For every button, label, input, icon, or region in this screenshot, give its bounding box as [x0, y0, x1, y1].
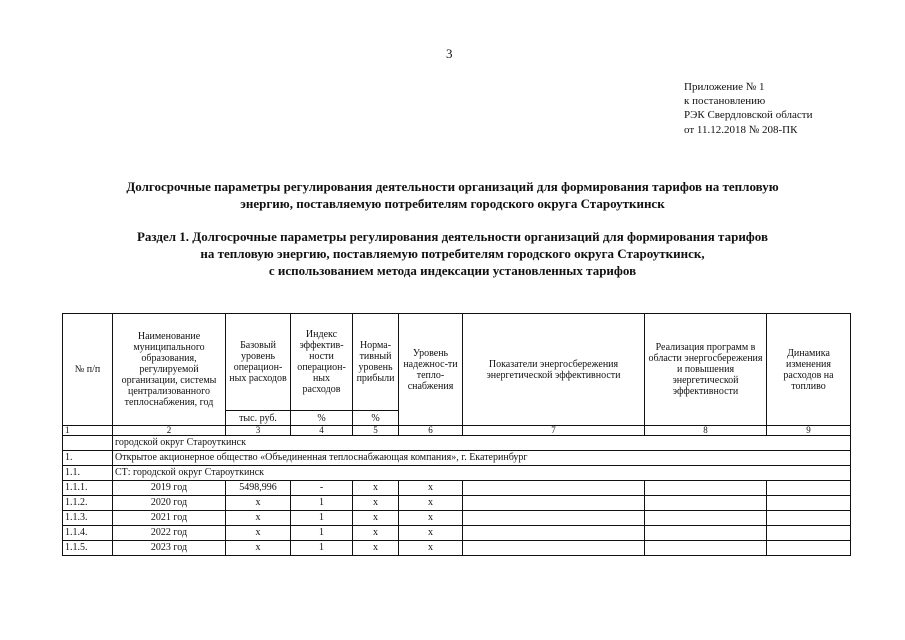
row-base-costs: x — [226, 496, 291, 511]
row-profit-level: x — [353, 511, 399, 526]
column-number: 5 — [353, 426, 399, 436]
row-reliability: x — [399, 526, 463, 541]
row-base-costs: 5498,996 — [226, 481, 291, 496]
section-title — [40, 228, 865, 279]
column-number: 9 — [767, 426, 851, 436]
row-program-implementation — [645, 481, 767, 496]
table-row — [63, 496, 851, 511]
header-number: № п/п — [63, 314, 113, 426]
column-number: 1 — [63, 426, 113, 436]
row-energy-saving — [463, 481, 645, 496]
row-reliability: x — [399, 541, 463, 556]
region-name: городской округ Староуткинск — [113, 436, 851, 451]
row-number: 1. — [63, 451, 113, 466]
header-name: Наименование муниципального образования, регулируемой организации, системы централизованного теплоснабжения, год — [113, 314, 226, 426]
unit-label: тыс. руб. — [226, 411, 291, 426]
row-efficiency-index: 1 — [291, 541, 353, 556]
row-energy-saving — [463, 496, 645, 511]
row-year: 2022 год — [113, 526, 226, 541]
header-efficiency-index: Индекс эффектив-ности операцион-ных расходов — [291, 314, 353, 411]
row-energy-saving — [463, 526, 645, 541]
document-title — [40, 178, 865, 212]
row-profit-level: x — [353, 496, 399, 511]
table-row — [63, 481, 851, 496]
row-fuel-dynamics — [767, 526, 851, 541]
column-number: 8 — [645, 426, 767, 436]
table-row — [63, 526, 851, 541]
appendix-line: Приложение № 1 — [684, 81, 765, 93]
row-number: 1.1.2. — [63, 496, 113, 511]
row-profit-level: x — [353, 481, 399, 496]
row-year: 2020 год — [113, 496, 226, 511]
row-number: 1.1. — [63, 466, 113, 481]
row-reliability: x — [399, 481, 463, 496]
row-year: 2021 год — [113, 511, 226, 526]
row-year: 2019 год — [113, 481, 226, 496]
row-energy-saving — [463, 511, 645, 526]
document-title-line: Долгосрочные параметры регулирования деятельности организаций для формирования тарифов на тепловую — [126, 179, 779, 194]
organization-row — [63, 451, 851, 466]
column-number: 4 — [291, 426, 353, 436]
row-efficiency-index: 1 — [291, 496, 353, 511]
row-year: 2023 год — [113, 541, 226, 556]
organization-name: Открытое акционерное общество «Объединенная теплоснабжающая компания», г. Екатеринбург — [113, 451, 851, 466]
row-program-implementation — [645, 541, 767, 556]
header-profit-level: Норма-тивный уровень прибыли — [353, 314, 399, 411]
column-number: 7 — [463, 426, 645, 436]
appendix-line: к постановлению — [684, 95, 766, 108]
row-fuel-dynamics — [767, 496, 851, 511]
document-title-line: энергию, поставляемую потребителям городского округа Староуткинск — [240, 196, 665, 211]
header-program-implementation: Реализация программ в области энергосбережения и повышения энергетической эффективности — [645, 314, 767, 426]
row-base-costs: x — [226, 511, 291, 526]
row-efficiency-index: 1 — [291, 526, 353, 541]
unit-label: % — [353, 411, 399, 426]
row-program-implementation — [645, 511, 767, 526]
row-base-costs: x — [226, 541, 291, 556]
appendix-line: от 11.12.2018 № 208-ПК — [684, 123, 798, 136]
parameters-table — [62, 313, 851, 556]
row-program-implementation — [645, 526, 767, 541]
row-number: 1.1.3. — [63, 511, 113, 526]
row-profit-level: x — [353, 541, 399, 556]
region-number — [63, 436, 113, 451]
column-number: 6 — [399, 426, 463, 436]
column-number: 2 — [113, 426, 226, 436]
unit-label: % — [291, 411, 353, 426]
appendix-line: РЭК Свердловской области — [684, 109, 813, 122]
appendix-block — [684, 80, 812, 137]
row-number: 1.1.4. — [63, 526, 113, 541]
row-profit-level: x — [353, 526, 399, 541]
table-row — [63, 511, 851, 526]
column-number-row — [63, 426, 851, 436]
row-base-costs: x — [226, 526, 291, 541]
row-number: 1.1.1. — [63, 481, 113, 496]
row-efficiency-index: - — [291, 481, 353, 496]
table-row — [63, 541, 851, 556]
table-header-row — [63, 314, 851, 411]
header-reliability: Уровень надежнос-ти тепло-снабжения — [399, 314, 463, 426]
region-row — [63, 436, 851, 451]
system-row — [63, 466, 851, 481]
section-title-line: с использованием метода индексации установленных тарифов — [268, 263, 637, 278]
header-energy-saving: Показатели энергосбережения энергетической эффективности — [463, 314, 645, 426]
row-number: 1.1.5. — [63, 541, 113, 556]
row-reliability: x — [399, 496, 463, 511]
row-fuel-dynamics — [767, 511, 851, 526]
section-title-line: на тепловую энергию, поставляемую потребителям городского округа Староуткинск, — [200, 246, 705, 261]
header-base-costs: Базовый уровень операцион-ных расходов — [226, 314, 291, 411]
system-name: СТ: городской округ Староуткинск — [113, 466, 851, 481]
row-energy-saving — [463, 541, 645, 556]
row-efficiency-index: 1 — [291, 511, 353, 526]
row-fuel-dynamics — [767, 481, 851, 496]
page-number: 3 — [446, 46, 453, 61]
column-number: 3 — [226, 426, 291, 436]
section-title-line: Раздел 1. Долгосрочные параметры регулирования деятельности организаций для формирования тарифов — [136, 229, 768, 244]
row-program-implementation — [645, 496, 767, 511]
header-fuel-dynamics: Динамика изменения расходов на топливо — [767, 314, 851, 426]
row-reliability: x — [399, 511, 463, 526]
row-fuel-dynamics — [767, 541, 851, 556]
